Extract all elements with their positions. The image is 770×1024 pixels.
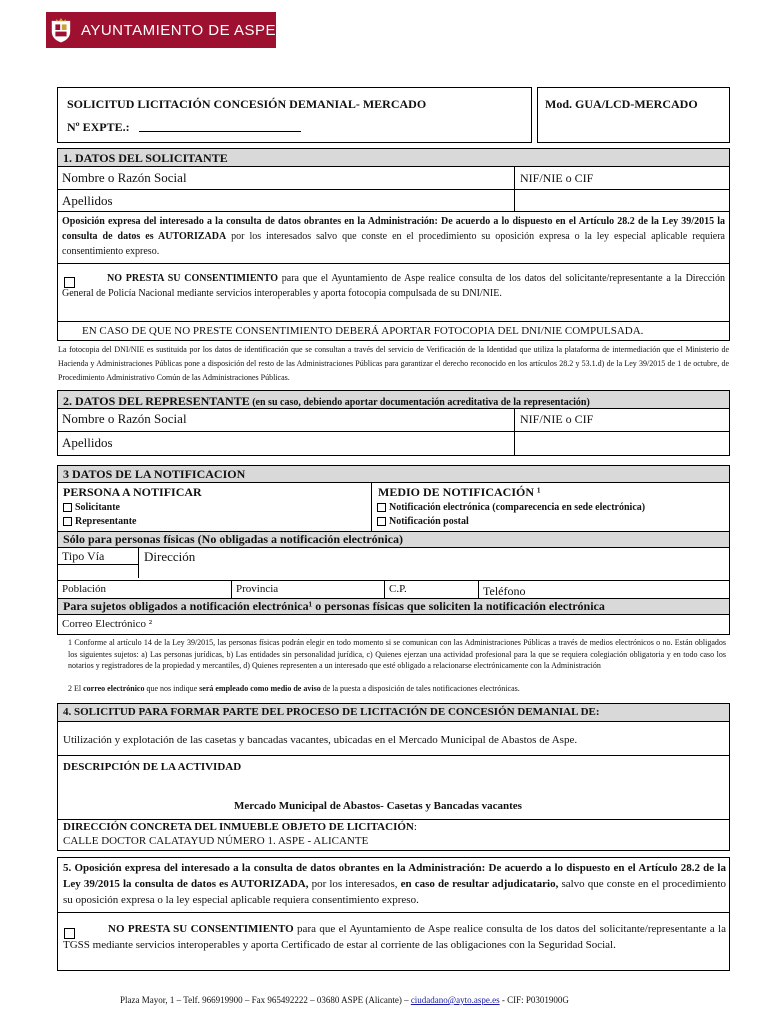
divider bbox=[57, 408, 730, 409]
footer-cif: - CIF: P0301900G bbox=[499, 995, 569, 1005]
no-consent-note: EN CASO DE QUE NO PRESTE CONSENTIMIENTO DEBERÁ APORTAR FOTOCOPIA DEL DNI/NIE COMPULSADA. bbox=[82, 325, 644, 337]
representante-label: Representante bbox=[75, 516, 137, 527]
no-consent-bold-1: NO PRESTA SU CONSENTIMIENTO bbox=[107, 273, 278, 284]
s5-opposition-bold2: en caso de resultar adjudicatario, bbox=[400, 878, 559, 890]
rep-surname-label: Apellidos bbox=[62, 435, 113, 450]
divider bbox=[57, 431, 730, 432]
fn2-a: 2 El bbox=[68, 684, 84, 693]
address-label: DIRECCIÓN CONCRETA DEL INMUEBLE OBJETO DE LICITACIÓN bbox=[63, 821, 414, 833]
divider bbox=[57, 580, 730, 581]
opposition-bold-text: Oposición expresa del interesado a la consulta de datos obrantes en la Administración: De acuerdo a lo dispuesto en el Artículo 28.2 de la Ley 39/2015 la consulta de datos es AUTORIZADA bbox=[62, 216, 725, 242]
cp-label: C.P. bbox=[389, 583, 407, 595]
divider bbox=[138, 547, 139, 578]
divider bbox=[371, 482, 372, 531]
applicant-name-label: Nombre o Razón Social bbox=[62, 170, 187, 185]
postal-checkbox[interactable] bbox=[377, 517, 386, 526]
section-2-note: (en su caso, debiendo aportar documentación acreditativa de la representación) bbox=[249, 397, 590, 408]
address-label-line: DIRECCIÓN CONCRETA DEL INMUEBLE OBJETO DE LICITACIÓN: bbox=[63, 821, 417, 833]
opposition-text: por los interesados salvo que conste en el procedimiento su oposición expresa o la ley especial aplicable requiera consentimiento expreso. bbox=[62, 231, 725, 257]
solicitante-label: Solicitante bbox=[75, 502, 120, 513]
section-1-heading: 1. DATOS DEL SOLICITANTE bbox=[63, 151, 228, 165]
fn2-d: será empleado como medio de aviso bbox=[199, 684, 321, 693]
rep-nif-label: NIF/NIE o CIF bbox=[520, 412, 594, 426]
activity-value: Mercado Municipal de Abastos- Casetas y Bancadas vacantes bbox=[234, 800, 522, 812]
rep-name-label: Nombre o Razón Social bbox=[62, 411, 187, 426]
activity-label: DESCRIPCIÓN DE LA ACTIVIDAD bbox=[63, 761, 242, 773]
postal-label: Notificación postal bbox=[389, 516, 469, 527]
divider bbox=[57, 721, 730, 722]
municipality-header bbox=[46, 12, 276, 48]
option-electronica[interactable] bbox=[377, 502, 645, 513]
fn2-c: que nos indique bbox=[144, 684, 200, 693]
solicitante-checkbox[interactable] bbox=[63, 503, 72, 512]
divider bbox=[57, 547, 730, 548]
electronica-checkbox[interactable] bbox=[377, 503, 386, 512]
direccion-label: Dirección bbox=[144, 549, 196, 564]
option-solicitante[interactable] bbox=[63, 502, 120, 513]
divider bbox=[57, 614, 730, 615]
physical-persons-heading: Sólo para personas físicas (No obligadas a notificación electrónica) bbox=[63, 532, 403, 546]
fn2-e: de la puesta a disposición de tales notificaciones electrónicas. bbox=[320, 684, 520, 693]
divider bbox=[57, 564, 139, 565]
model-box bbox=[537, 87, 730, 143]
divider bbox=[57, 755, 730, 756]
coat-of-arms-icon bbox=[49, 14, 73, 46]
divider bbox=[231, 580, 232, 598]
s5-opposition-rest: salvo que conste en el procedimiento su oposición expresa o la ley especial aplicable requiera consentimiento expreso. bbox=[63, 878, 727, 906]
expte-field[interactable] bbox=[139, 131, 301, 132]
divider bbox=[57, 482, 730, 483]
no-consent-text-2: para que el Ayuntamiento de Aspe realice consulta de los datos del solicitante/representante a la TGSS mediante servicios interoperables y aporta Certificado de estar al corriente de las obligaciones con la Seguridad Social. bbox=[63, 923, 726, 951]
divider bbox=[57, 912, 730, 913]
fn2-b: correo electrónico bbox=[83, 684, 145, 693]
opposition-paragraph bbox=[62, 214, 725, 259]
header-title: AYUNTAMIENTO DE ASPE bbox=[80, 21, 276, 39]
no-consent-paragraph-2 bbox=[63, 921, 726, 953]
divider bbox=[57, 189, 730, 190]
section-2-title: 2. DATOS DEL REPRESENTANTE bbox=[63, 394, 250, 408]
divider bbox=[478, 580, 479, 598]
no-consent-bold-2: NO PRESTA SU CONSENTIMIENTO bbox=[108, 923, 294, 935]
divider bbox=[57, 321, 730, 322]
no-consent-text-1: para que el Ayuntamiento de Aspe realice consulta de los datos del solicitante/representante a la Dirección General de Policía Nacional mediante servicios interoperables y aporta fotocopia compulsada de su DNI/NIE. bbox=[62, 273, 725, 299]
telefono-label: Teléfono bbox=[483, 584, 526, 598]
s5-opposition-bold: 5. Oposición expresa del interesado a la consulta de datos obrantes en la Administración: De acuerdo a lo dispuesto en el Artículo 28.2 de la Ley 39/2015 la consulta de datos es AUTORIZADA, bbox=[63, 862, 726, 890]
no-consent-paragraph-1 bbox=[62, 271, 725, 301]
section-4-heading: 4. SOLICITUD PARA FORMAR PARTE DEL PROCESO DE LICITACIÓN DE CONCESIÓN DEMANIAL DE: bbox=[63, 706, 600, 718]
option-representante[interactable] bbox=[63, 516, 136, 527]
email-label: Correo Electrónico ² bbox=[62, 618, 153, 630]
form-title: SOLICITUD LICITACIÓN CONCESIÓN DEMANIAL- MERCADO bbox=[67, 97, 427, 111]
s5-opposition-mid: por los interesados, bbox=[308, 878, 401, 890]
expte-label: Nº EXPTE.: bbox=[67, 120, 130, 134]
footer-address: Plaza Mayor, 1 – Telf. 966919900 – Fax 965492222 – 03680 ASPE (Alicante) – bbox=[120, 995, 411, 1005]
footer bbox=[120, 995, 569, 1005]
electronica-label: Notificación electrónica (comparecencia en sede electrónica) bbox=[389, 502, 646, 513]
representante-checkbox[interactable] bbox=[63, 517, 72, 526]
divider bbox=[57, 166, 730, 167]
footnote-1: 1 Conforme al artículo 14 de la Ley 39/2015, las personas físicas podrán elegir en todo momento si se comunican con las Administraciones Públicas a través de medios electrónicos o no. Están obligados los siguientes sujetos: a) Las personas jurídicas, b) Las entidades sin personalidad jurídica, c) Quienes ejerzan una actividad profesional para la que se requiera colegiación obligatoria y en todo caso los notarios y registradores de la propiedad y mercantiles, d) Quienes representen a un interesado que esté obligado a relacionarse electrónicamente con la Administración bbox=[68, 638, 726, 670]
divider bbox=[384, 580, 385, 598]
provincia-label: Provincia bbox=[236, 583, 279, 595]
option-postal[interactable] bbox=[377, 516, 469, 527]
usage-text: Utilización y explotación de las casetas y bancadas vacantes, ubicadas en el Mercado Municipal de Abastos de Aspe. bbox=[63, 734, 578, 746]
applicant-nif-label: NIF/NIE o CIF bbox=[520, 171, 594, 185]
poblacion-label: Población bbox=[62, 583, 106, 595]
footnote-2 bbox=[68, 684, 520, 693]
address-value: CALLE DOCTOR CALATAYUD NÚMERO 1. ASPE - ALICANTE bbox=[63, 835, 369, 847]
electronic-notification-heading: Para sujetos obligados a notificación electrónica¹ o personas físicas que soliciten la notificación electrónica bbox=[63, 599, 605, 613]
divider bbox=[57, 211, 730, 212]
notification-medium-heading: MEDIO DE NOTIFICACIÓN ¹ bbox=[378, 485, 541, 499]
divider bbox=[57, 819, 730, 820]
applicant-surname-label: Apellidos bbox=[62, 193, 113, 208]
person-to-notify-heading: PERSONA A NOTIFICAR bbox=[63, 485, 202, 499]
section-5-opposition bbox=[63, 860, 726, 908]
model-code: Mod. GUA/LCD-MERCADO bbox=[545, 97, 698, 111]
section-3-heading: 3 DATOS DE LA NOTIFICACION bbox=[63, 467, 246, 481]
footer-email-link[interactable]: ciudadano@ayto.aspe.es bbox=[410, 995, 500, 1005]
divider bbox=[57, 263, 730, 264]
photocopy-note: La fotocopia del DNI/NIE es sustituida por los datos de identificación que se consultan a través del servicio de Verificación de la Identidad que utiliza la plataforma de intermediación que el Ministerio de Hacienda y Administraciones Públicas pone a disposición del resto de las Administraciones Públicas para garantizar el derecho reconocido en los artículos 28.2 y 53.1.d) de la Ley 39/2015 de 1 de octubre, de Procedimiento Administrativo Común de las Administraciones Públicas. bbox=[58, 345, 729, 382]
tipo-via-label: Tipo Vía bbox=[62, 549, 105, 563]
